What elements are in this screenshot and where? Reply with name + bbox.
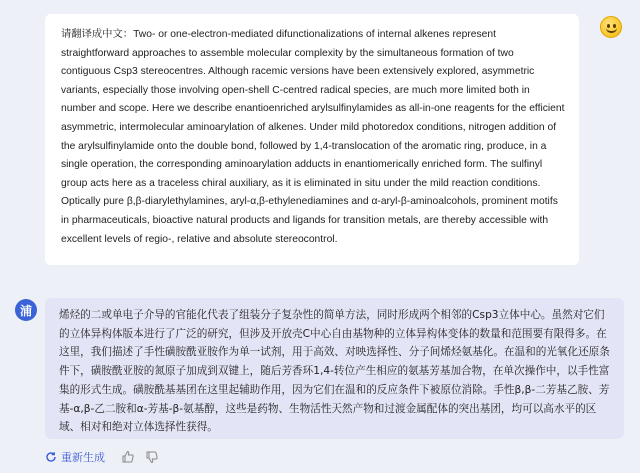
refresh-icon	[45, 451, 57, 463]
bot-avatar: 浦	[15, 299, 37, 321]
bot-message-bubble	[45, 298, 624, 439]
thumbs-up-icon	[121, 450, 135, 464]
message-actions	[45, 447, 159, 467]
regenerate-button[interactable]	[45, 449, 105, 465]
regenerate-label: 重新生成	[61, 451, 105, 464]
like-button[interactable]	[121, 450, 135, 464]
thumbs-down-icon	[145, 450, 159, 464]
bot-message-text: 烯烃的二或单电子介导的官能化代表了组装分子复杂性的简单方法，同时形成两个相邻的Csp3立体中心。虽然对它们的立体异构体版本进行了广泛的研究，但涉及开放壳C中心自由基物种的立体异构体变体的数量和范围要有限得多。在这里，我们描述了手性磺胺酰亚胺作为单一试剂，用于高效、对映选择性、分子间烯烃氨基化。在温和的光氧化还原条件下，磺胺酰亚胺的氮原子加成到双键上，随后芳香环1,4-转位产生相应的氨基芳基加合物，在单次操作中，以手性富集的形式生成。磺胺酰基基团在这里起辅助作用，因为它们在温和的反应条件下被原位消除。手性β,β-二芳基乙胺、芳基-α,β-乙二胺和α-芳基-β-氨基醇，这些是药物、生物活性天然产物和过渡金属配体的突出基团，均可以高水平的区域、相对和绝对立体选择性获得。	[59, 309, 610, 434]
user-message-text: 请翻译成中文：Two- or one-electron-mediated difunctionalizations of internal alkenes represent straightforward approaches to assemble molecular complexity by the simultaneous formation of two contiguous Csp3 stereocentres. Although racemic versions have been extensively explored, asymmetric variants, especially those involving open-shell C-centred radical species, are much more limited both in number and scope. Here we describe enantioenriched arylsulfinylamides as all-in-one reagents for the efficient asymmetric, intermolecular aminoarylation of alkenes. Under mild photoredox conditions, nitrogen addition of the arylsulfinylamide onto the double bond, followed by 1,4-translocation of the aromatic ring, produce, in a single operation, the corresponding aminoarylation adducts in enantiomerically enriched form. The sulfinyl group acts here as a traceless chiral auxiliary, as it is eliminated in situ under the mild reaction conditions. Optically pure β,β-diarylethylamines, aryl-α,β-ethylenediamines and α-aryl-β-aminoalcohols, prominent motifs in pharmaceuticals, bioactive natural products and ligands for transition metals, are thereby accessible with excellent levels of regio-, relative and absolute stereocontrol.	[61, 29, 565, 245]
user-message-bubble	[45, 14, 579, 265]
smiley-face-icon	[600, 16, 622, 38]
dislike-button[interactable]	[145, 450, 159, 464]
